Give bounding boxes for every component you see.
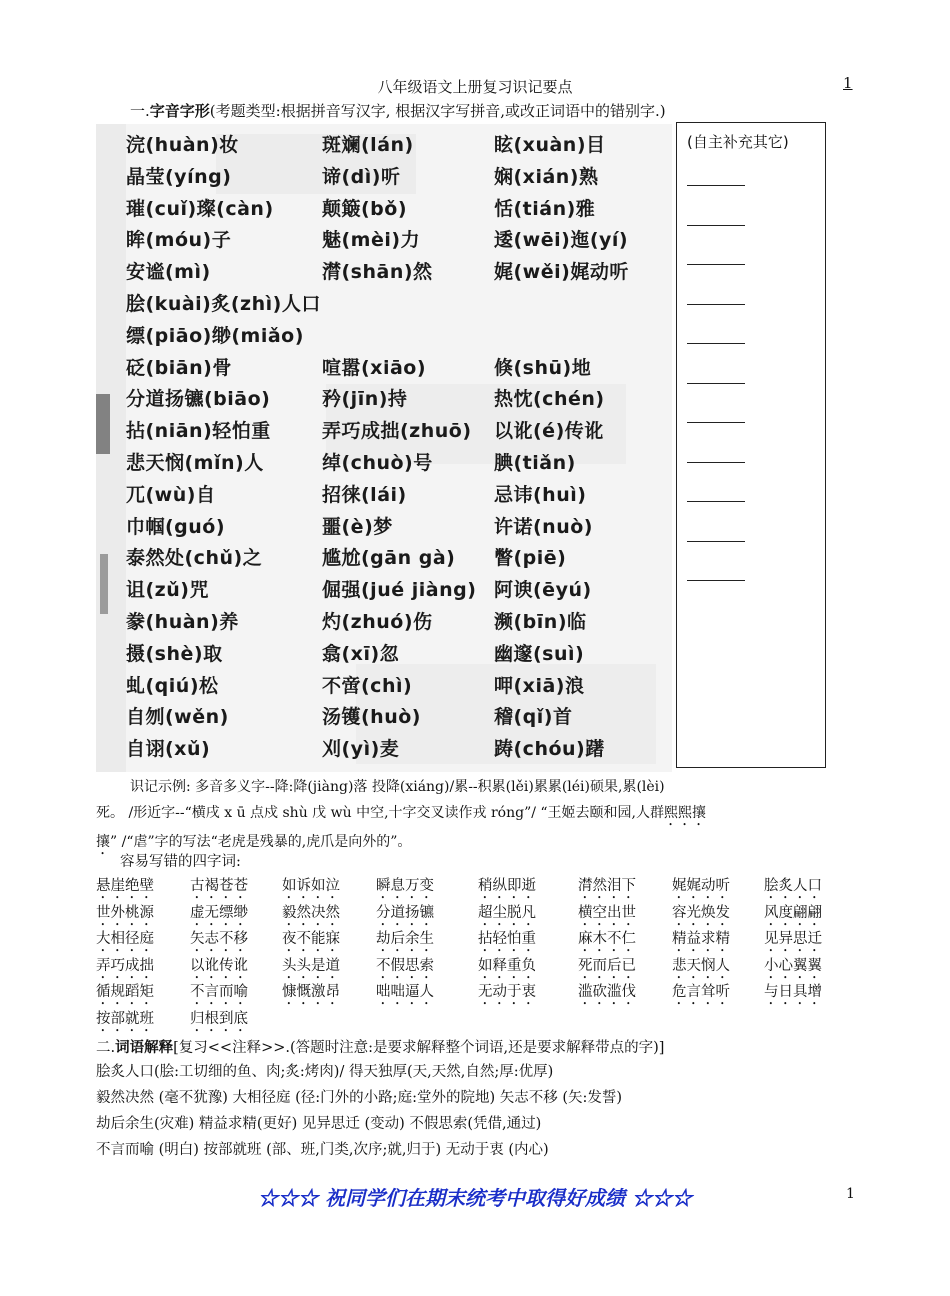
pinyin-entry: 魅(mèi)力 <box>322 229 421 252</box>
closing-slogan: ☆☆☆ 祝同学们在期末统考中取得好成绩 ☆☆☆ <box>258 1186 692 1210</box>
section2-title: 词语解释 <box>115 1039 174 1056</box>
pinyin-entry: 热忱(chén) <box>494 388 605 411</box>
four-char-word: 麻木不仁 <box>578 931 636 947</box>
four-char-word: 风度翩翩 <box>764 904 822 921</box>
four-char-word: 古褐苍苍 <box>190 878 248 894</box>
pinyin-entry: 兀(wù)自 <box>126 483 216 506</box>
pinyin-entry: 浣(huàn)妆 <box>126 134 239 156</box>
pinyin-entry: 自诩(xǔ) <box>126 738 211 761</box>
memory-line-2 <box>96 800 856 829</box>
pinyin-entry: 忌讳(huì) <box>494 483 587 506</box>
pinyin-entry: 许诺(nuò) <box>494 515 593 538</box>
section1-title: 字音字形 <box>149 102 210 120</box>
four-char-word: 无动于衷 <box>478 984 536 1000</box>
four-char-word: 娓娓动听 <box>672 878 730 894</box>
four-char-word: 如释重负 <box>478 957 536 974</box>
pinyin-entry: 濒(bīn)临 <box>494 611 587 633</box>
four-char-word: 横空出世 <box>578 904 636 921</box>
section2-number: 二. <box>96 1040 116 1056</box>
four-char-word: 悲天悯人 <box>672 957 730 974</box>
four-char-word: 危言耸听 <box>672 984 730 1000</box>
four-char-word: 咄咄逼人 <box>376 984 434 1000</box>
pinyin-entry: 汤镬(huò) <box>322 706 421 729</box>
four-char-word: 小心翼翼 <box>764 957 822 974</box>
supplement-blank-line <box>687 580 745 581</box>
four-char-word: 循规蹈矩 <box>96 984 154 1000</box>
definition-line-3: 劫后余生(灾难) 精益求精(更好) 见异思迁 (变动) 不假思索(凭借,通过) <box>96 1116 542 1132</box>
supplement-box <box>676 122 826 768</box>
four-char-word: 容光焕发 <box>672 904 730 921</box>
supplement-blank-line <box>687 462 745 463</box>
four-char-word: 悬崖绝壁 <box>96 878 154 894</box>
four-char-word: 按部就班 <box>96 1010 154 1027</box>
pinyin-entry: 颠簸(bǒ) <box>322 197 408 220</box>
footer-page-number: 1 <box>846 1186 855 1202</box>
four-char-word: 死而后已 <box>578 957 636 974</box>
pinyin-entry: 斑斓(lán) <box>322 134 414 156</box>
pinyin-entry: 拈(niān)轻怕重 <box>126 420 271 443</box>
pinyin-entry: 阿谀(ēyú) <box>494 579 592 602</box>
memory-line-1: 识记示例: 多音多义字--降:降(jiàng)落 投降(xiáng)/累--积累(lěi)累累(léi)硕果,累(lèi) <box>130 779 665 795</box>
four-char-word: 世外桃源 <box>96 904 154 921</box>
pinyin-entry: 豢(huàn)养 <box>126 611 239 633</box>
header-title: 八年级语文上册复习识记要点 <box>377 78 573 96</box>
section2-note: [复习<<注释>>.(答题时注意:是要求解释整个词语,还是要求解释带点的字)] <box>173 1040 665 1056</box>
supplement-blank-line <box>687 383 745 384</box>
four-char-word: 归根到底 <box>190 1010 248 1027</box>
four-char-word: 头头是道 <box>282 957 340 974</box>
four-char-word: 弄巧成拙 <box>96 957 154 974</box>
pinyin-entry: 分道扬镳(biāo) <box>126 388 271 411</box>
pinyin-entry: 招徕(lái) <box>322 483 407 506</box>
header-page-number: 1 <box>843 74 853 92</box>
four-char-row <box>96 980 856 1007</box>
pinyin-entry: 砭(biān)骨 <box>126 356 232 379</box>
definition-line-4: 不言而喻 (明白) 按部就班 (部、班,门类,次序;就,归于) 无动于衷 (内心) <box>96 1142 549 1158</box>
four-char-row <box>96 954 856 981</box>
pinyin-entry: 呷(xiā)浪 <box>494 674 585 697</box>
pinyin-entry: 缥(piāo)缈(miǎo) <box>126 324 304 347</box>
four-char-row <box>96 1007 856 1034</box>
pinyin-entry: 悲天悯(mǐn)人 <box>126 452 264 474</box>
supplement-blank-line <box>687 185 745 186</box>
pinyin-entry: 灼(zhuó)伤 <box>322 611 433 633</box>
pinyin-entry: 眸(móu)子 <box>126 229 232 252</box>
four-char-word: 不言而喻 <box>190 984 248 1000</box>
pinyin-entry: 幽邃(suì) <box>494 642 585 665</box>
pinyin-entry: 潸(shān)然 <box>322 261 433 284</box>
four-char-row <box>96 901 856 928</box>
four-char-word: 虚无缥缈 <box>190 904 248 921</box>
section2-heading <box>96 1036 664 1057</box>
pinyin-entry: 谛(dì)听 <box>322 165 401 188</box>
pinyin-entry: 恬(tián)雅 <box>494 197 596 220</box>
pinyin-entry: 自刎(wěn) <box>126 706 229 729</box>
supplement-blank-line <box>687 541 745 542</box>
four-char-word: 矢志不移 <box>190 931 248 947</box>
four-char-word: 以讹传讹 <box>190 957 248 974</box>
four-char-grid <box>96 874 856 1033</box>
pinyin-entry: 诅(zǔ)咒 <box>126 579 209 602</box>
pinyin-entry: 虬(qiú)松 <box>126 674 219 697</box>
pinyin-entry: 翕(xī)忽 <box>322 642 400 665</box>
scan-smudge <box>96 394 110 454</box>
four-char-word: 分道扬镳 <box>376 904 434 921</box>
pinyin-entry: 以讹(é)传讹 <box>494 420 604 443</box>
four-char-word: 不假思索 <box>376 957 434 974</box>
scanned-pinyin-table <box>96 124 672 772</box>
four-char-word: 超尘脱凡 <box>478 904 536 921</box>
pinyin-entry: 摄(shè)取 <box>126 642 223 665</box>
pinyin-entry: 倔强(jué jiàng) <box>322 579 477 602</box>
four-char-word: 脍炙人口 <box>764 878 822 894</box>
memory-examples <box>96 774 856 858</box>
pinyin-entry: 脍(kuài)炙(zhì)人口 <box>126 293 321 315</box>
section1-heading <box>130 100 666 121</box>
memory-line-2-text: 死。 /形近字--“横戌 x ū 点戍 shù 戊 wù 中空,十字交叉读作戎 róng”/ “王姬去颐和园,人群 <box>96 805 664 821</box>
pinyin-entry: 绰(chuò)号 <box>322 452 433 474</box>
four-char-word: 大相径庭 <box>96 931 154 947</box>
pinyin-entry: 巾帼(guó) <box>126 515 226 538</box>
supplement-blank-line <box>687 422 745 423</box>
pinyin-entry: 喧嚣(xiāo) <box>322 356 427 379</box>
pinyin-entry: 娓(wěi)娓动听 <box>494 261 629 284</box>
pinyin-entry: 稽(qǐ)首 <box>494 706 573 729</box>
four-char-word: 与日具增 <box>764 984 822 1000</box>
pinyin-entry: 矜(jīn)持 <box>322 388 408 411</box>
four-char-word: 精益求精 <box>672 931 730 947</box>
pinyin-entry: 噩(è)梦 <box>322 515 393 538</box>
four-char-row <box>96 927 856 954</box>
four-char-word: 拈轻怕重 <box>478 931 536 947</box>
four-char-row <box>96 874 856 901</box>
supplement-title: (自主补充其它) <box>687 133 789 151</box>
section1-note: (考题类型:根据拼音写汉字, 根据汉字写拼音,或改正词语中的错别字.) <box>209 102 666 120</box>
pinyin-entry: 逶(wēi)迤(yí) <box>494 229 629 252</box>
memory-line-3-dotted: 攘 <box>96 834 110 850</box>
pinyin-entry: 尴尬(gān gà) <box>322 547 456 570</box>
pinyin-entry: 不啻(chì) <box>322 674 413 697</box>
scan-smudge <box>100 554 108 614</box>
pinyin-entry: 弄巧成拙(zhuō) <box>322 420 472 443</box>
four-char-word: 毅然决然 <box>282 904 340 921</box>
section1-number: 一. <box>130 102 150 120</box>
pinyin-entry: 腆(tiǎn) <box>494 452 576 474</box>
memory-line-2-dotted: 熙熙攘 <box>664 805 706 821</box>
pinyin-entry: 璀(cuǐ)璨(càn) <box>126 197 274 220</box>
supplement-blank-line <box>687 304 745 305</box>
four-char-word: 稍纵即逝 <box>478 878 536 894</box>
pinyin-entry: 刈(yì)麦 <box>322 738 400 761</box>
supplement-blank-line <box>687 264 745 265</box>
four-char-word: 瞬息万变 <box>376 878 434 894</box>
supplement-blank-line <box>687 343 745 344</box>
pinyin-entry: 泰然处(chǔ)之 <box>126 547 263 570</box>
pinyin-entry: 娴(xián)熟 <box>494 165 599 188</box>
pinyin-entry: 眩(xuàn)目 <box>494 134 606 156</box>
four-char-word: 劫后余生 <box>376 931 434 947</box>
supplement-blank-line <box>687 225 745 226</box>
pinyin-entry: 安谧(mì) <box>126 261 211 284</box>
four-char-word: 如诉如泣 <box>282 878 340 894</box>
pinyin-entry: 踌(chóu)躇 <box>494 738 605 761</box>
four-char-word: 潸然泪下 <box>578 878 636 894</box>
supplement-blank-line <box>687 501 745 502</box>
definition-line-1: 脍炙人口(脍:工切细的鱼、肉;炙:烤肉)/ 得天独厚(天,天然,自然;厚:优厚) <box>96 1064 554 1080</box>
pinyin-entry: 瞥(piē) <box>494 547 567 570</box>
definition-line-2: 毅然决然 (毫不犹豫) 大相径庭 (径:门外的小路;庭:堂外的院地) 矢志不移 (矢:发誓) <box>96 1090 623 1106</box>
four-char-word: 滥砍滥伐 <box>578 984 636 1000</box>
four-char-title: 容易写错的四字词: <box>120 854 241 870</box>
four-char-word: 夜不能寐 <box>282 931 340 947</box>
pinyin-entry: 晶莹(yíng) <box>126 165 232 188</box>
four-char-word: 见异思迁 <box>764 931 822 947</box>
memory-line-3-text: ” /“虐”字的写法“老虎是残暴的,虎爪是向外的”。 <box>110 834 412 850</box>
pinyin-entry: 倏(shū)地 <box>494 356 592 379</box>
four-char-word: 慷慨激昂 <box>282 984 340 1000</box>
